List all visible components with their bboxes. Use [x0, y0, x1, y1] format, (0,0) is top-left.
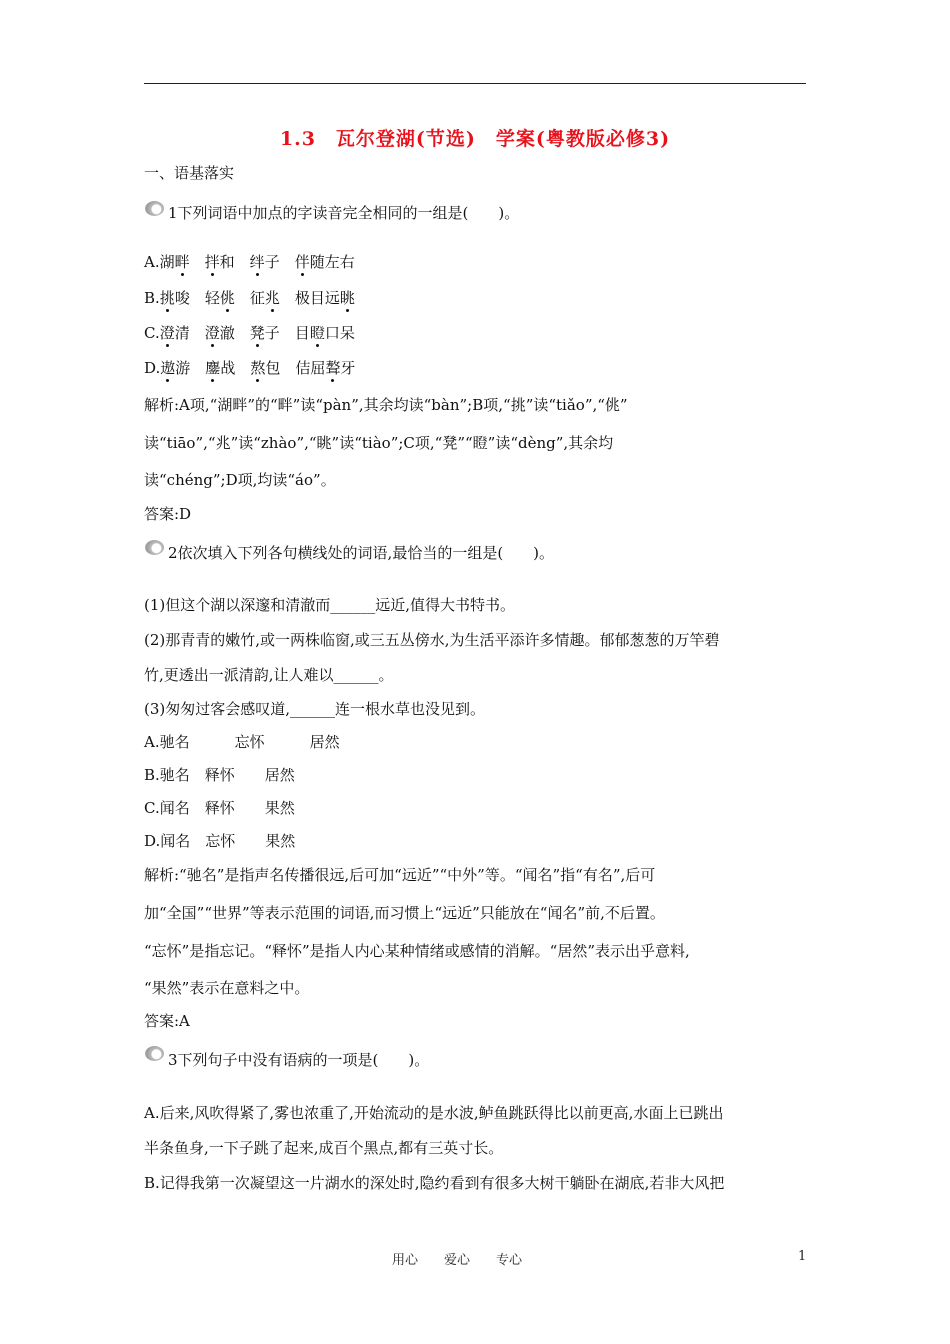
q1-analysis-line: 解析:A项,“湖畔”的“畔”读“pàn”,其余均读“bàn”;B项,“挑”读“tiǎo”,“佻”	[144, 396, 628, 414]
option-text: 清	[174, 324, 205, 342]
q2-sentence: (2)那青青的嫩竹,或一两株临窗,或三五丛傍水,为生活平添许多情趣。郁郁葱葱的万竿碧	[144, 631, 720, 649]
option-text: 包 佶屈	[265, 359, 326, 377]
emphasized-char: 兆	[264, 289, 280, 307]
question-bullet-icon	[145, 201, 164, 216]
emphasized-char: 佻	[219, 289, 235, 307]
q3-option-line: A.后来,风吹得紧了,雾也浓重了,开始流动的是水波,鲈鱼跳跃得比以前更高,水面上已跳出	[144, 1104, 724, 1122]
emphasized-char: 眺	[339, 289, 355, 307]
emphasized-char: 澄	[159, 324, 175, 342]
question-bullet-icon	[145, 540, 164, 555]
q1-analysis-line: 读“tiāo”,“兆”读“zhào”,“眺”读“tiào”;C项,“凳”“瞪”读“dèng”,其余均	[144, 434, 614, 452]
q3-option-line: 半条鱼身,一下子跳了起来,成百个黑点,都有三英寸长。	[144, 1139, 504, 1157]
option-text: 征	[234, 289, 265, 307]
q2-answer: 答案:A	[144, 1012, 190, 1030]
emphasized-char: 畔	[174, 253, 190, 271]
emphasized-char: 挑	[159, 289, 175, 307]
emphasized-char: 瞪	[309, 324, 325, 342]
emphasized-char: 伴	[294, 253, 310, 271]
q2-analysis-line: “果然”表示在意料之中。	[144, 979, 310, 997]
emphasized-char: 凳	[249, 324, 265, 342]
footer-motto: 用心 爱心 专心	[392, 1253, 523, 1268]
question-3-stem: 3下列句子中没有语病的一项是( )。	[168, 1051, 430, 1069]
q1-analysis-line: 读“chéng”;D项,均读“áo”。	[144, 471, 336, 489]
option-text: 唆 轻	[174, 289, 220, 307]
option-text: 游	[175, 359, 206, 377]
q2-option-a: A.驰名 忘怀 居然	[144, 733, 340, 751]
header-rule	[144, 83, 806, 84]
emphasized-char: 遨	[160, 359, 176, 377]
q1-answer: 答案:D	[144, 505, 192, 523]
option-text: 战	[220, 359, 251, 377]
emphasized-char: 拌	[204, 253, 220, 271]
q1-option-a	[144, 252, 355, 272]
section-heading: 一、语基落实	[144, 164, 235, 182]
emphasized-char: 绊	[249, 253, 265, 271]
option-text: C.	[144, 324, 160, 342]
option-text	[190, 253, 205, 271]
option-text: 子	[264, 253, 295, 271]
question-2-stem: 2依次填入下列各句横线处的词语,最恰当的一组是( )。	[168, 544, 555, 562]
option-text: D.	[144, 359, 161, 377]
question-1-stem: 1下列词语中加点的字读音完全相同的一组是( )。	[168, 204, 520, 222]
document-title: 1.3 瓦尔登湖(节选) 学案(粤教版必修3)	[279, 128, 671, 150]
option-text: B.	[144, 289, 160, 307]
option-text: 子 目	[264, 324, 310, 342]
q2-sentence: (3)匆匆过客会感叹道,______连一根水草也没见到。	[144, 700, 486, 718]
page-number: 1	[798, 1249, 807, 1264]
q1-option-d	[144, 358, 355, 378]
option-text: 随左右	[309, 253, 355, 271]
q2-analysis-line: 加“全国”“世界”等表示范围的词语,而习惯上“远近”只能放在“闻名”前,不后置。	[144, 904, 665, 922]
emphasized-char: 熬	[250, 359, 266, 377]
q1-option-c	[144, 323, 355, 343]
q3-option-line: B.记得我第一次凝望这一片湖水的深处时,隐约看到有很多大树干躺卧在湖底,若非大风把	[144, 1174, 725, 1192]
q2-option-c: C.闻名 释怀 果然	[144, 799, 295, 817]
question-bullet-icon	[145, 1046, 164, 1061]
q2-analysis-line: “忘怀”是指忘记。“释怀”是指人内心某种情绪或感情的消解。“居然”表示出乎意料,	[144, 942, 690, 960]
q2-analysis-line: 解析:“驰名”是指声名传播很远,后可加“远近”“中外”等。“闻名”指“有名”,后可	[144, 866, 656, 884]
q2-sentence: 竹,更透出一派清韵,让人难以______。	[144, 666, 394, 684]
q1-option-b	[144, 288, 355, 308]
q2-option-b: B.驰名 释怀 居然	[144, 766, 295, 784]
option-text: 口呆	[324, 324, 355, 342]
emphasized-char: 鏖	[205, 359, 221, 377]
option-text: A.湖	[144, 253, 175, 271]
q2-sentence: (1)但这个湖以深邃和清澈而______远近,值得大书特书。	[144, 596, 516, 614]
option-text: 澈	[219, 324, 250, 342]
option-text: 和	[219, 253, 250, 271]
emphasized-char: 澄	[204, 324, 220, 342]
option-text: 牙	[340, 359, 356, 377]
option-text: 极目远	[279, 289, 340, 307]
q2-option-d: D.闻名 忘怀 果然	[144, 832, 296, 850]
emphasized-char: 聱	[325, 359, 341, 377]
